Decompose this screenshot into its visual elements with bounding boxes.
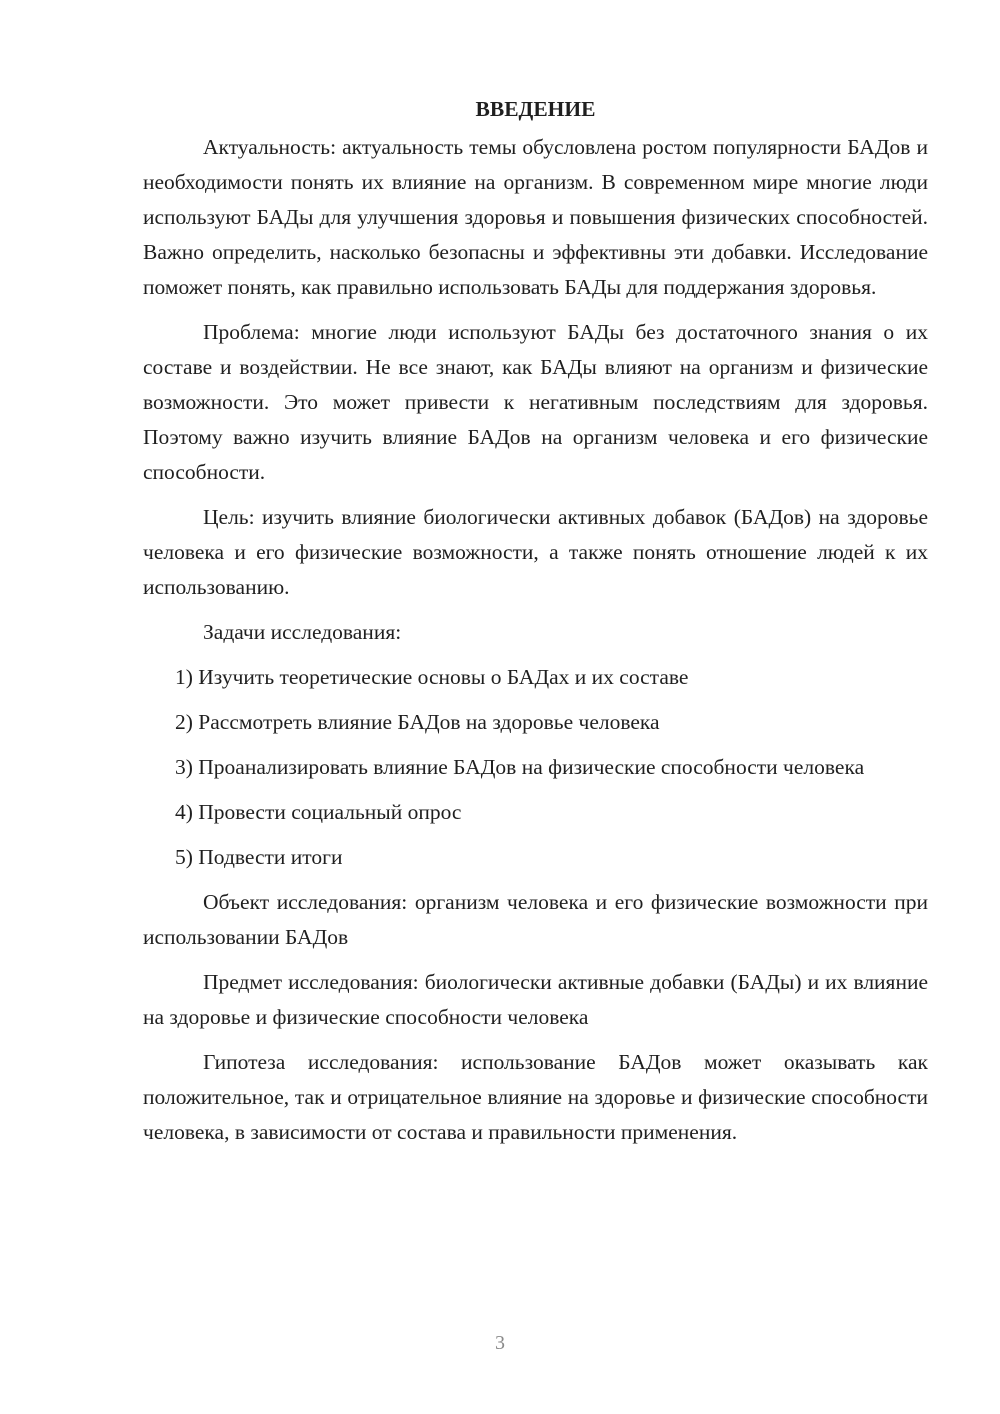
section-title: ВВЕДЕНИЕ: [475, 97, 596, 121]
relevance-paragraph: Актуальность: актуальность темы обусловлена ростом популярности БАДов и необходимости понять их влияние на организм. В современном мире многие люди используют БАДы для улучшения здоровья и повышения физических способностей. Важно определить, насколько безопасны и эффективны эти добавки. Исследование поможет понять, как правильно использовать БАДы для поддержания здоровья.: [143, 135, 928, 299]
tasks-heading: Задачи исследования:: [203, 620, 402, 644]
hypothesis-paragraph: Гипотеза исследования: использование БАДов может оказывать как положительное, так и отрицательное влияние на здоровье и физические способности человека, в зависимости от состава и правильности применения.: [143, 1050, 928, 1144]
problem-paragraph: Проблема: многие люди используют БАДы без достаточного знания о их составе и воздействии. Не все знают, как БАДы влияют на организм и физические возможности. Это может привести к негативным последствиям для здоровья. Поэтому важно изучить влияние БАДов на организм человека и его физические способности.: [143, 320, 928, 484]
task-item: 5) Подвести итоги: [175, 845, 343, 869]
task-item: 1) Изучить теоретические основы о БАДах и их составе: [175, 665, 689, 689]
task-item: 2) Рассмотреть влияние БАДов на здоровье человека: [175, 710, 660, 734]
task-item: 4) Провести социальный опрос: [175, 800, 462, 824]
goal-paragraph: Цель: изучить влияние биологически активных добавок (БАДов) на здоровье человека и его физические возможности, а также понять отношение людей к их использованию.: [143, 505, 928, 599]
object-paragraph: Объект исследования: организм человека и его физические возможности при использовании БАДов: [143, 890, 928, 949]
task-item: 3) Проанализировать влияние БАДов на физические способности человека: [175, 755, 865, 779]
document-body: [143, 92, 928, 1160]
page-number: 3: [495, 1332, 505, 1354]
subject-paragraph: Предмет исследования: биологически активные добавки (БАДы) и их влияние на здоровье и физические способности человека: [143, 970, 928, 1029]
